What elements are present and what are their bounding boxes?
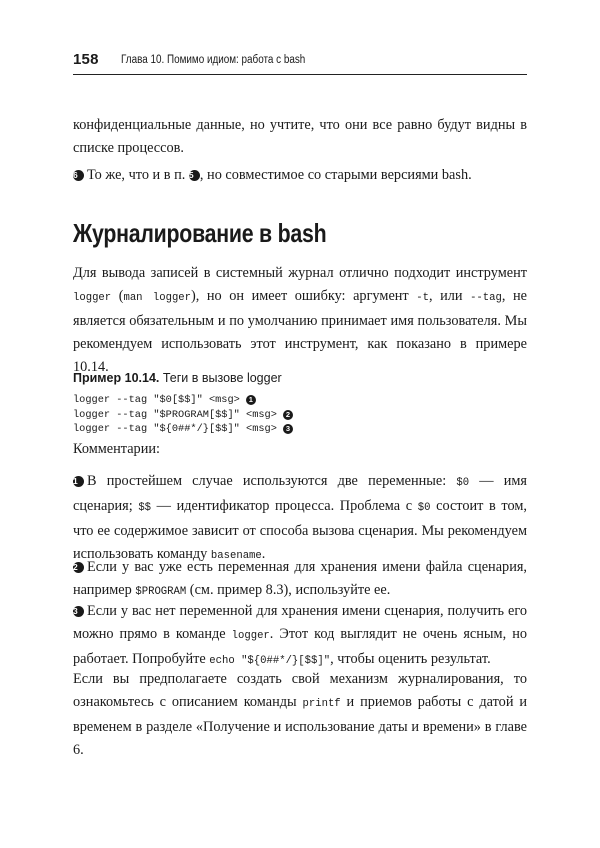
text: В простейшем случае используются две переменные: bbox=[87, 473, 457, 489]
comment-1 bbox=[73, 470, 527, 568]
text: Если у вас уже есть переменная для хранения имени файла сценария, например bbox=[73, 559, 527, 598]
comment-2-paragraph bbox=[73, 556, 527, 604]
text: , чтобы оценить результат. bbox=[330, 651, 491, 667]
note-text-a: То же, что и в п. bbox=[87, 167, 189, 183]
intro-text: конфиденциальные данные, но учтите, что они все равно будут видны в списке процессов. bbox=[73, 117, 527, 156]
comment-3 bbox=[73, 600, 527, 673]
inline-code: logger bbox=[231, 630, 270, 642]
inline-code: echo "${0##*/}[$$]" bbox=[209, 655, 331, 667]
example-label: Пример 10.14. bbox=[73, 371, 160, 385]
running-head: Глава 10. Помимо идиом: работа с bash bbox=[121, 54, 306, 66]
text: Если вы предполагаете создать свой механизм журналирования, то ознакомьтесь с описанием команды bbox=[73, 671, 527, 710]
callout-6-icon: 6 bbox=[73, 170, 84, 181]
comments-heading-text: Комментарии: bbox=[73, 441, 160, 457]
callout-3-icon: 3 bbox=[73, 606, 84, 617]
text: . Этот код выглядит не очень ясным, но работает. Попробуйте bbox=[73, 626, 527, 667]
example-title: Теги в вызове logger bbox=[159, 371, 282, 385]
section-title: Журналирование в bash bbox=[73, 218, 327, 248]
inline-code: $0 bbox=[456, 477, 470, 489]
text: (см. пример 8.3), используйте ее. bbox=[186, 582, 391, 598]
note-paragraph bbox=[73, 164, 527, 187]
inline-code: $PROGRAM bbox=[135, 586, 187, 598]
code-text: logger --tag "$0[$$]" <msg> bbox=[73, 394, 240, 406]
text: Если у вас нет переменной для хранения имени сценария, получить его можно прямо в команде bbox=[73, 603, 527, 642]
intro-paragraph bbox=[73, 114, 527, 160]
text: — идентификатор процесса. Проблема с bbox=[151, 498, 418, 514]
comment-2 bbox=[73, 556, 527, 604]
text: ( bbox=[111, 288, 124, 304]
text: ), но он имеет ошибку: аргумент bbox=[191, 288, 417, 304]
code-line bbox=[73, 393, 293, 408]
callout-2-icon: 2 bbox=[73, 562, 84, 573]
callout-5-icon: 5 bbox=[189, 170, 200, 181]
inline-code: logger bbox=[73, 292, 112, 304]
callout-1-icon: 1 bbox=[246, 395, 256, 405]
callout-1-icon: 1 bbox=[73, 476, 84, 487]
text: — имя сценария; bbox=[73, 473, 527, 514]
code-line bbox=[73, 422, 293, 437]
section-paragraph bbox=[73, 262, 527, 379]
text: состоит в том, что ее содержимое зависит от способа вызова сценария. Мы рекомендуем использовать команду bbox=[73, 498, 527, 562]
intro-note bbox=[73, 164, 527, 187]
inline-code: --tag bbox=[470, 292, 502, 304]
text: . bbox=[261, 546, 266, 562]
inline-code: $$ bbox=[138, 502, 152, 514]
callout-2-icon: 2 bbox=[283, 410, 293, 420]
inline-code: basename bbox=[210, 550, 262, 562]
inline-code: man logger bbox=[123, 292, 192, 304]
inline-code: $0 bbox=[417, 502, 431, 514]
inline-code: -t bbox=[416, 292, 429, 304]
section-intro bbox=[73, 262, 527, 379]
example-caption bbox=[73, 371, 282, 385]
text: , не является обязательным и по умолчанию принимает имя пользователя. Мы рекомендуем использовать этот инструмент, как показано в примере 10.14. bbox=[73, 288, 527, 375]
closing-block bbox=[73, 668, 527, 762]
text: Для вывода записей в системный журнал отлично подходит инструмент bbox=[73, 265, 527, 281]
comment-3-paragraph bbox=[73, 600, 527, 673]
note-text-b: , но совместимое со старыми версиями bash. bbox=[199, 167, 472, 183]
header-rule bbox=[73, 74, 527, 75]
comments-heading bbox=[73, 438, 527, 461]
callout-3-icon: 3 bbox=[283, 424, 293, 434]
intro-block bbox=[73, 114, 527, 160]
text: , или bbox=[428, 288, 471, 304]
page-header bbox=[73, 50, 527, 74]
closing-paragraph bbox=[73, 668, 527, 762]
code-text: logger --tag "$PROGRAM[$$]" <msg> bbox=[73, 408, 277, 421]
comment-1-paragraph bbox=[73, 470, 527, 568]
page-number: 158 bbox=[73, 51, 99, 68]
code-listing bbox=[73, 393, 293, 437]
code-line bbox=[73, 408, 293, 423]
text: и приемов работы с датой и временем в разделе «Получение и использование даты и времени» в главе 6. bbox=[73, 694, 527, 758]
code-text: logger --tag "${0##*/}[$$]" <msg> bbox=[73, 423, 277, 435]
inline-code: printf bbox=[302, 698, 341, 710]
